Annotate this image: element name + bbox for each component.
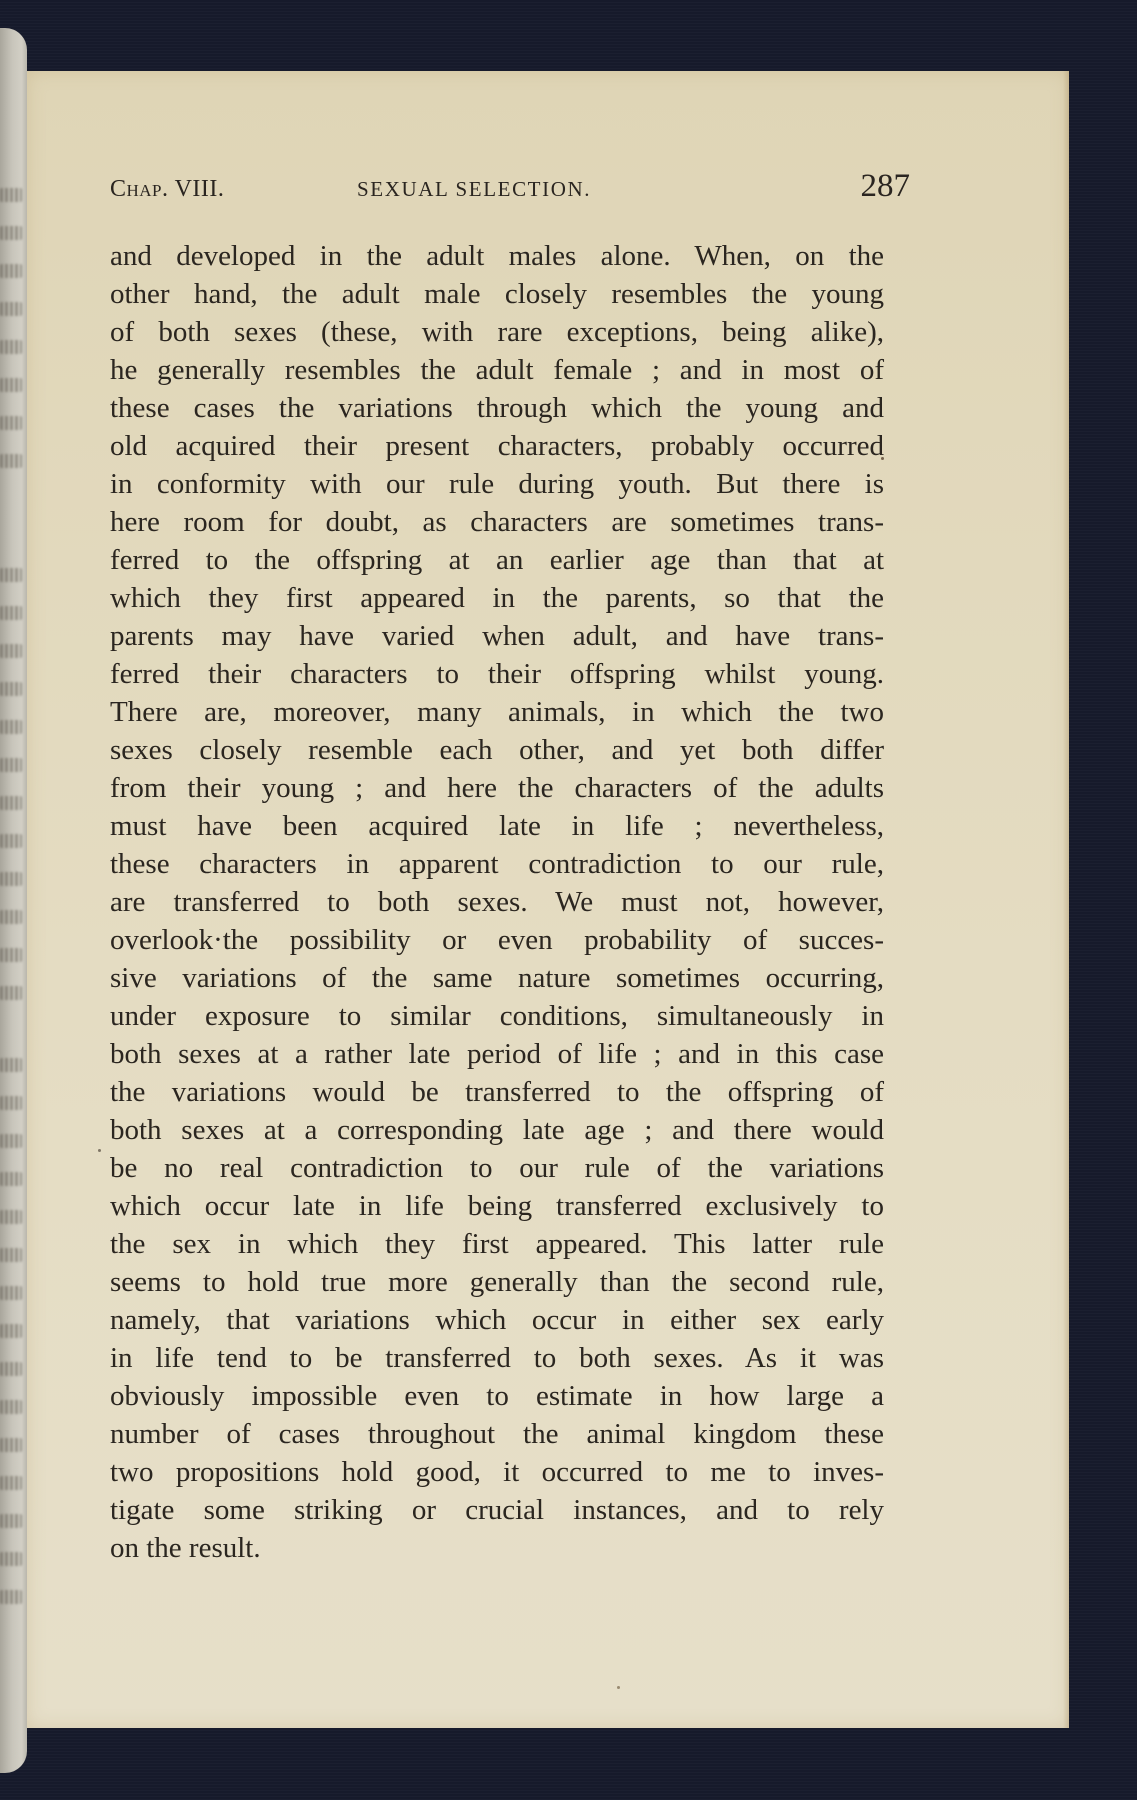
text-line: are transferred to both sexes. We must not, however, xyxy=(110,886,884,918)
text-line: number of cases throughout the animal kingdom these xyxy=(110,1418,884,1450)
text-line: on the result. xyxy=(110,1532,261,1564)
adjacent-page-text xyxy=(0,340,22,354)
adjacent-page-edge xyxy=(0,28,27,1773)
text-line: overlook·the possibility or even probability of succes- xyxy=(110,924,884,956)
adjacent-page-text xyxy=(0,1210,22,1224)
text-line: must have been acquired late in life ; nevertheless, xyxy=(110,810,884,842)
text-line: seems to hold true more generally than the second rule, xyxy=(110,1266,884,1298)
adjacent-page-text xyxy=(0,910,22,924)
adjacent-page-text xyxy=(0,568,22,582)
page-number: 287 xyxy=(860,168,910,204)
adjacent-page-text xyxy=(0,1096,22,1110)
adjacent-page-text xyxy=(0,1552,22,1566)
text-line: from their young ; and here the characters of the adults xyxy=(110,772,884,804)
adjacent-page-text xyxy=(0,378,22,392)
text-line: in life tend to be transferred to both sexes. As it was xyxy=(110,1342,884,1374)
text-line: namely, that variations which occur in either sex early xyxy=(110,1304,884,1336)
text-line: the variations would be transferred to the offspring of xyxy=(110,1076,884,1108)
adjacent-page-text xyxy=(0,1134,22,1148)
adjacent-page-text xyxy=(0,720,22,734)
text-line: be no real contradiction to our rule of the variations xyxy=(110,1152,884,1184)
text-line: sexes closely resemble each other, and yet both differ xyxy=(110,734,884,766)
adjacent-page-text xyxy=(0,1324,22,1338)
text-line: he generally resembles the adult female ; and in most of xyxy=(110,354,884,386)
adjacent-page-text xyxy=(0,226,22,240)
paper-speck xyxy=(98,1149,101,1152)
text-line: these cases the variations through which the young and xyxy=(110,392,884,424)
adjacent-page-text xyxy=(0,1172,22,1186)
adjacent-page-text xyxy=(0,1400,22,1414)
text-line: in conformity with our rule during youth. But there is xyxy=(110,468,884,500)
text-line: which occur late in life being transferred exclusively to xyxy=(110,1190,884,1222)
adjacent-page-text xyxy=(0,796,22,810)
adjacent-page-text xyxy=(0,454,22,468)
text-line: obviously impossible even to estimate in how large a xyxy=(110,1380,884,1412)
text-line: under exposure to similar conditions, simultaneously in xyxy=(110,1000,884,1032)
adjacent-page-text xyxy=(0,1362,22,1376)
adjacent-page-text xyxy=(0,416,22,430)
text-line: sive variations of the same nature sometimes occurring, xyxy=(110,962,884,994)
text-line: There are, moreover, many animals, in which the two xyxy=(110,696,884,728)
adjacent-page-text xyxy=(0,948,22,962)
text-line: parents may have varied when adult, and have trans- xyxy=(110,620,884,652)
adjacent-page-text xyxy=(0,872,22,886)
text-line: these characters in apparent contradiction to our rule, xyxy=(110,848,884,880)
paragraph xyxy=(110,237,884,1567)
text-line: which they first appeared in the parents, so that the xyxy=(110,582,884,614)
adjacent-page-text xyxy=(0,834,22,848)
text-line: of both sexes (these, with rare exceptions, being alike), xyxy=(110,316,884,348)
text-line: and developed in the adult males alone. When, on the xyxy=(110,240,884,272)
running-head xyxy=(110,168,910,204)
adjacent-page-text xyxy=(0,606,22,620)
chapter-label: Chap. VIII. xyxy=(110,176,225,202)
adjacent-page-text xyxy=(0,644,22,658)
text-line: two propositions hold good, it occurred to me to inves- xyxy=(110,1456,884,1488)
text-line: the sex in which they first appeared. This latter rule xyxy=(110,1228,884,1260)
paper-speck xyxy=(617,1686,620,1689)
adjacent-page-text xyxy=(0,1590,22,1604)
adjacent-page-text xyxy=(0,682,22,696)
adjacent-page-text xyxy=(0,1514,22,1528)
text-line: here room for doubt, as characters are sometimes trans- xyxy=(110,506,884,538)
adjacent-page-text xyxy=(0,1058,22,1072)
adjacent-page-text xyxy=(0,986,22,1000)
text-line: both sexes at a rather late period of life ; and in this case xyxy=(110,1038,884,1070)
text-line: tigate some striking or crucial instances, and to rely xyxy=(110,1494,884,1526)
book-page xyxy=(27,71,1069,1728)
adjacent-page-text xyxy=(0,1476,22,1490)
text-line: ferred their characters to their offspring whilst young. xyxy=(110,658,884,690)
adjacent-page-text xyxy=(0,1286,22,1300)
adjacent-page-text xyxy=(0,188,22,202)
adjacent-page-text xyxy=(0,302,22,316)
adjacent-page-text xyxy=(0,1438,22,1452)
adjacent-page-text xyxy=(0,264,22,278)
adjacent-page-text xyxy=(0,1248,22,1262)
text-line: other hand, the adult male closely resembles the young xyxy=(110,278,884,310)
text-line: ferred to the offspring at an earlier age than that at xyxy=(110,544,884,576)
section-title: SEXUAL SELECTION. xyxy=(357,177,592,201)
text-line: both sexes at a corresponding late age ; and there would xyxy=(110,1114,884,1146)
text-line: old acquired their present characters, probably occurred xyxy=(110,430,884,462)
adjacent-page-text xyxy=(0,758,22,772)
